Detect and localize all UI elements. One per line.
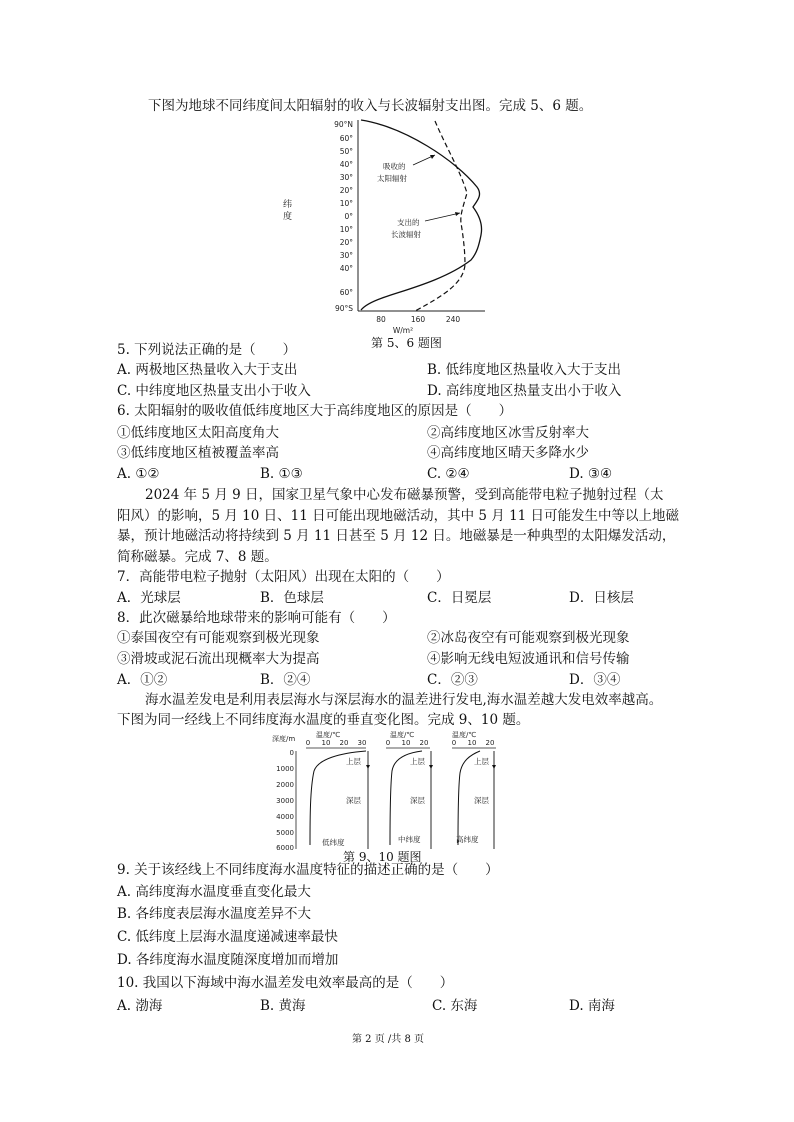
y-tick: 0° [344,212,353,221]
q8-item-3: ③滑坡或泥石流出现概率大为提高 [117,651,320,667]
y-tick: 90°N [334,120,353,129]
label-emitted-1: 支出的 [397,218,420,227]
y-tick: 90°S [334,304,353,313]
q7-option-a: A．光球层 [117,590,181,606]
depth-tick: 3000 [276,797,294,805]
depth-tick: 0 [289,749,294,757]
upper-label-3: 上层 [474,757,489,766]
q10-stem: 10. 我国以下海域中海水温差发电效率最高的是（ ） [117,975,454,991]
upper-label-2: 上层 [410,757,425,766]
absorbed-solar-curve [361,120,482,310]
passage3-line1: 海水温差发电是利用表层海水与深层海水的温差进行发电,海水温差越大发电效率越高。 [145,692,663,708]
q8-stem: 8．此次磁暴给地球带来的影响可能有（ ） [117,610,396,626]
passage2-line4: 简称磁暴。完成 7、8 题。 [117,549,278,565]
depth-tick: 6000 [276,844,294,852]
y-tick: 50° [339,147,353,156]
q9-option-c: C. 低纬度上层海水温度递减速率最快 [117,929,338,945]
deep-label-1: 深层 [346,796,361,805]
q7-option-b: B．色球层 [260,590,324,606]
temp-tick: 20 [339,739,349,747]
temp-tick: 0 [305,739,311,747]
q7-option-d: D．日核层 [569,590,634,606]
passage2-line2: 阳风）的影响，5 月 10 日、11 日可能出现地磁活动，其中 5 月 11 日可能发生中等以上地磁 [117,508,680,524]
q8-item-4: ④影响无线电短波通讯和信号传输 [427,651,630,667]
depth-tick: 1000 [276,765,294,773]
y-tick: 40° [339,264,353,273]
fig2-caption: 第 9、10 题图 [343,850,422,864]
passage2-line3: 暴，预计地磁活动将持续到 5 月 11 日甚至 5 月 12 日。地磁暴是一种典型的太阳爆发活动， [117,528,676,544]
lat-label-low: 低纬度 [322,838,345,847]
longwave-emitted-curve [415,121,467,311]
y-tick: 40° [339,160,353,169]
q10-option-d: D. 南海 [569,998,615,1014]
y-tick: 60° [339,288,353,297]
temp-tick: 20 [485,739,495,747]
q6-option-c: C. ②④ [427,466,470,482]
q10-option-a: A. 渤海 [117,998,163,1014]
page-footer: 第 2 页 /共 8 页 [352,1034,424,1045]
label-absorbed-1: 吸收的 [383,162,406,171]
temp-label-1: 温度/℃ [316,731,341,739]
temp-tick: 30 [357,739,367,747]
q6-item-1: ①低纬度地区太阳高度角大 [117,425,279,441]
q8-option-a: A．①② [117,672,168,688]
q8-option-b: B．②④ [260,672,311,688]
upper-label-1: 上层 [346,757,361,766]
depth-label: 深度/m [272,735,296,743]
y-tick: 10° [339,225,353,234]
temp-tick: 20 [419,739,429,747]
q7-option-c: C．日冕层 [427,590,492,606]
q5-option-c: C. 中纬度地区热量支出小于收入 [117,383,311,399]
arrow-emitted [425,213,460,221]
q9-option-b: B. 各纬度表层海水温度差异不大 [117,906,312,922]
label-emitted-2: 长波辐射 [391,230,421,239]
q6-item-4: ④高纬度地区晴天多降水少 [427,445,589,461]
temp-tick: 10 [321,739,331,747]
deep-label-2: 深层 [410,796,425,805]
q10-option-c: C. 东海 [432,998,478,1014]
depth-tick: 4000 [276,813,294,821]
y-axis-title-2: 度 [283,212,293,222]
depth-tick: 5000 [276,829,294,837]
y-tick: 20° [339,238,353,247]
temp-label-2: 温度/℃ [390,731,415,739]
radiation-latitude-chart [285,115,515,340]
fig1-caption: 第 5、6 题图 [371,336,442,350]
temp-tick: 0 [451,739,457,747]
x-unit: W/m² [392,326,414,335]
q6-option-b: B. ①③ [260,466,303,482]
y-tick: 30° [339,173,353,182]
depth-tick: 2000 [276,781,294,789]
q6-item-3: ③低纬度地区植被覆盖率高 [117,445,279,461]
intro-5-6: 下图为地球不同纬度间太阳辐射的收入与长波辐射支出图。完成 5、6 题。 [148,98,593,114]
label-absorbed-2: 太阳辐射 [377,174,407,183]
q8-option-c: C．②③ [427,672,478,688]
q5-option-a: A. 两极地区热量收入大于支出 [117,362,298,378]
temp-tick: 0 [385,739,391,747]
q6-item-2: ②高纬度地区冰雪反射率大 [427,425,589,441]
q7-stem: 7．高能带电粒子抛射（太阳风）出现在太阳的（ ） [117,569,450,585]
x-tick: 80 [376,315,386,324]
q10-option-b: B. 黄海 [260,998,306,1014]
q6-stem: 6. 太阳辐射的吸收值低纬度地区大于高纬度地区的原因是（ ） [117,403,513,419]
q9-option-d: D. 各纬度海水温度随深度增加而增加 [117,952,339,968]
q6-option-d: D. ③④ [569,466,613,482]
y-tick: 60° [339,134,353,143]
y-tick: 30° [339,251,353,260]
q8-item-1: ①泰国夜空有可能观察到极光现象 [117,630,320,646]
q5-option-d: D. 高纬度地区热量支出小于收入 [427,383,622,399]
passage3-line2: 下图为同一经线上不同纬度海水温度的垂直变化图。完成 9、10 题。 [117,712,530,728]
x-tick: 160 [410,315,426,324]
temp-label-3: 温度/℃ [452,731,477,739]
deep-label-3: 深层 [474,796,489,805]
q5-option-b: B. 低纬度地区热量收入大于支出 [427,362,622,378]
y-tick: 10° [339,199,353,208]
x-tick: 240 [445,315,461,324]
q5-stem: 5. 下列说法正确的是（ ） [117,342,297,358]
passage2-line1: 2024 年 5 月 9 日，国家卫星气象中心发布磁暴预警，受到高能带电粒子抛射过程（太 [145,487,664,503]
temp-tick: 10 [467,739,477,747]
q9-option-a: A. 高纬度海水温度垂直变化最大 [117,884,311,900]
lat-label-high: 高纬度 [456,835,479,844]
lat-label-mid: 中纬度 [398,835,421,844]
y-tick: 20° [339,186,353,195]
ocean-temperature-profiles [270,729,510,851]
q8-item-2: ②冰岛夜空有可能观察到极光现象 [427,630,630,646]
q9-stem: 9. 关于该经线上不同纬度海水温度特征的描述正确的是（ ） [117,862,499,878]
q6-option-a: A. ①② [117,466,160,482]
temp-tick: 10 [401,739,411,747]
y-axis-title-1: 纬 [283,200,293,210]
q8-option-d: D．③④ [569,672,621,688]
